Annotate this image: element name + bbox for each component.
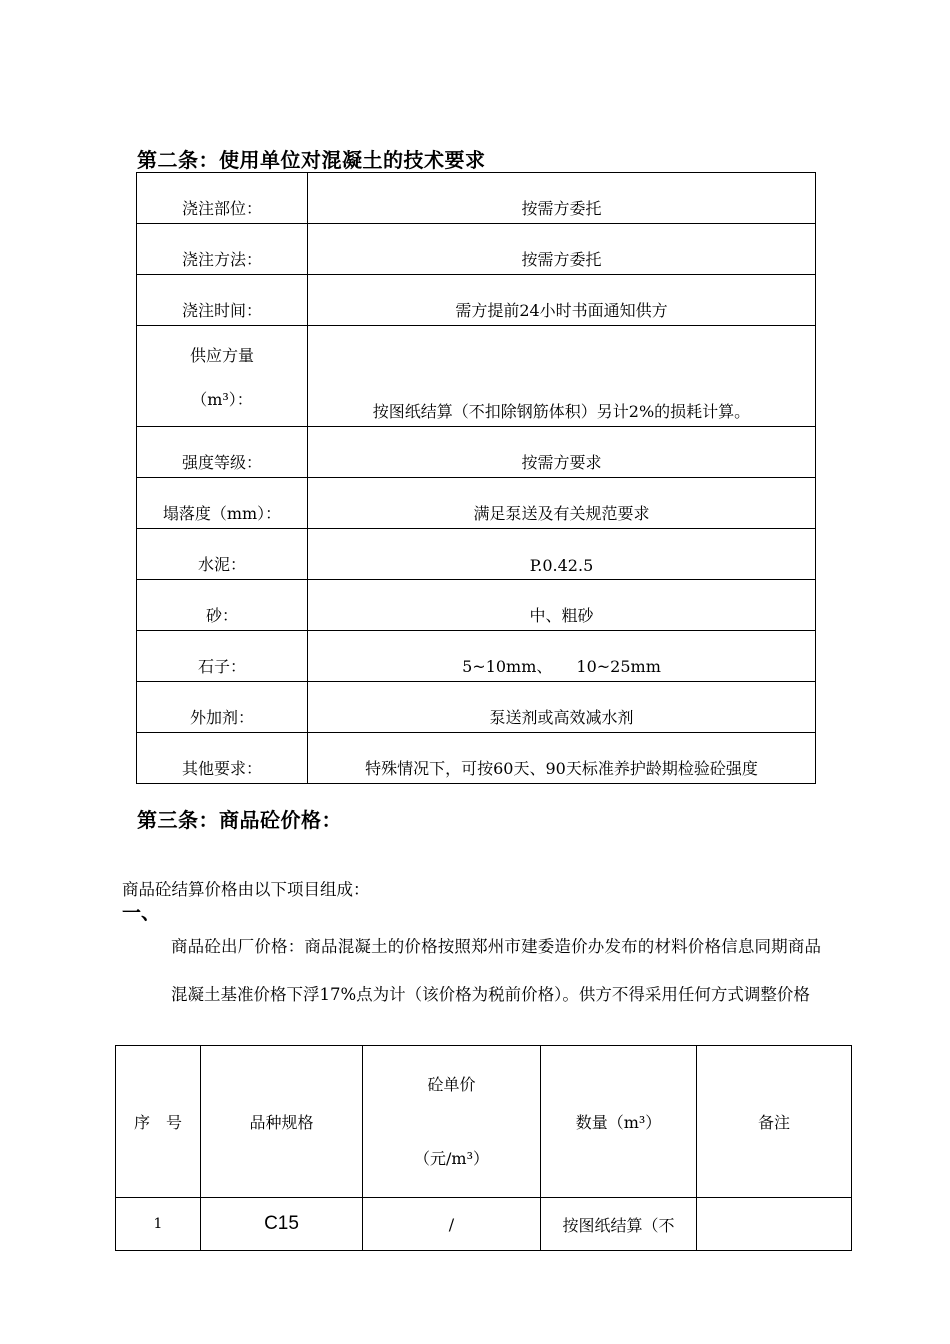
cell-quantity: 按图纸结算（不 [541, 1198, 697, 1251]
cell-spec: C15 [201, 1198, 363, 1251]
table-row [137, 529, 816, 580]
row-label: 浇注时间： [137, 275, 308, 326]
header-seq: 序 号 [116, 1046, 201, 1198]
header-unit-price-line2: （元/m³） [414, 1148, 489, 1168]
table-row [137, 631, 816, 682]
row-value: P.0.42.5 [308, 529, 816, 580]
table-row [137, 326, 816, 427]
table-row [137, 173, 816, 224]
row-value: 需方提前24小时书面通知供方 [308, 275, 816, 326]
table-row [116, 1198, 852, 1251]
row-label: 塌落度（mm）： [137, 478, 308, 529]
table-row [137, 224, 816, 275]
row-label: 水泥： [137, 529, 308, 580]
header-unit-price [363, 1046, 541, 1198]
cell-unit-price: / [363, 1198, 541, 1251]
table-row [137, 733, 816, 784]
row-label: 砂： [137, 580, 308, 631]
price-table [115, 1045, 852, 1251]
row-value: 中、粗砂 [308, 580, 816, 631]
row-value: 按需方委托 [308, 224, 816, 275]
row-label-line1: 供应方量 [189, 346, 254, 365]
row-label: 强度等级： [137, 427, 308, 478]
section-2-title: 第二条：使用单位对混凝土的技术要求 [137, 148, 486, 172]
table-row [137, 275, 816, 326]
row-label: 外加剂： [137, 682, 308, 733]
table-row [137, 580, 816, 631]
row-value: 按需方要求 [308, 427, 816, 478]
table-header-row [116, 1046, 852, 1198]
cell-seq: 1 [116, 1198, 201, 1251]
row-value: 满足泵送及有关规范要求 [308, 478, 816, 529]
factory-price-paragraph: 商品砼出厂价格：商品混凝土的价格按照郑州市建委造价办发布的材料价格信息同期商品混凝土基准价格下浮17%点为计（该价格为税前价格）。供方不得采用任何方式调整价格 [171, 937, 821, 1004]
item-marker: 一、 [122, 902, 161, 924]
row-label: 其他要求： [137, 733, 308, 784]
technical-requirements-table [136, 172, 816, 784]
header-remark: 备注 [697, 1046, 852, 1198]
header-quantity: 数量（m³） [541, 1046, 697, 1198]
cell-remark [697, 1198, 852, 1251]
header-spec: 品种规格 [201, 1046, 363, 1198]
row-label [137, 326, 308, 427]
row-value: 按需方委托 [308, 173, 816, 224]
price-intro-text: 商品砼结算价格由以下项目组成： [122, 880, 370, 899]
row-label: 浇注方法： [137, 224, 308, 275]
section-3-title: 第三条：商品砼价格： [137, 808, 342, 832]
header-unit-price-line1: 砼单价 [427, 1074, 476, 1094]
row-value: 按图纸结算（不扣除钢筋体积）另计2%的损耗计算。 [308, 326, 816, 427]
row-label: 石子： [137, 631, 308, 682]
row-value: 泵送剂或高效减水剂 [308, 682, 816, 733]
table-row [137, 478, 816, 529]
row-value: 5~10mm、 10~25mm [308, 631, 816, 682]
row-label-line2: （m³）： [191, 390, 253, 409]
table-row [137, 427, 816, 478]
row-value: 特殊情况下，可按60天、90天标准养护龄期检验砼强度 [308, 733, 816, 784]
row-label: 浇注部位： [137, 173, 308, 224]
table-row [137, 682, 816, 733]
